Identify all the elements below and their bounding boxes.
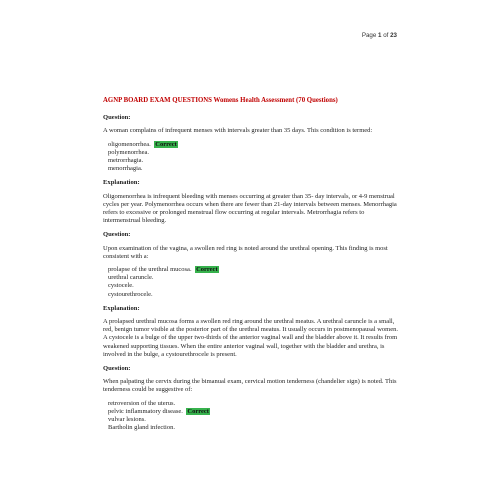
question-text: A woman complains of infrequent menses with intervals greater than 35 days. This condition is termed: [103, 127, 373, 135]
answer-option [108, 266, 403, 274]
answer-option: retroversion of the uterus. [108, 399, 176, 407]
answer-option: polymenorrhea. [108, 148, 149, 156]
question-block-3 [103, 365, 403, 432]
question-block-2 [103, 231, 403, 359]
document-title: AGNP BOARD EXAM QUESTIONS Womens Health Assessment (70 Questions) [103, 97, 338, 104]
question-block-1 [103, 114, 403, 225]
answer-option: cystourethrocele. [108, 290, 153, 298]
page-total: 23 [390, 32, 397, 39]
explanation-text: Oligomenorrhea is infrequent bleeding with menses occurring at greater than 35- day intervals, or 4-9 menstrual cycles per year. Polymenorrhea occurs when there are fewer than 21-day intervals between menses. Menorrhagia refers to excessive or prolonged menstrual flow occurring at regular intervals. Metrorrhagia refers to intermenstrual bleeding. [103, 192, 397, 225]
page-number [362, 32, 397, 39]
answer-option: vulvar lesions. [108, 416, 146, 424]
question-label: Question: [103, 365, 131, 373]
page-prefix: Page [361, 32, 377, 39]
answer-option: urethral caruncle. [108, 274, 154, 282]
explanation-label: Explanation: [103, 179, 140, 187]
option-text: oligomenorrhea. [108, 140, 151, 148]
correct-badge: Correct [196, 266, 218, 274]
answer-options [108, 266, 403, 299]
explanation-label: Explanation: [103, 304, 140, 312]
explanation-text: A prolapsed urethral mucosa forms a swollen red ring around the urethral meatus. A urethral caruncle is a small, red, benign tumor visible at the posterior part of the urethral meatus. It usually occurs in postmenopausal women. A cystocele is a bulge of the upper two-thirds of the anterior vaginal wall and the bladder above it. It results from weakened supporting tissues. When the entire anterior vaginal wall, together with the bladder and urethra, is involved in the bulge, a cystourethrocele is present. [103, 318, 398, 358]
document-body [103, 97, 403, 439]
correct-badge: Correct [187, 407, 209, 415]
question-label: Question: [103, 231, 131, 239]
page-current: 1 [378, 32, 382, 39]
answer-option: menorrhagia. [108, 165, 143, 173]
answer-option [108, 141, 403, 149]
answer-options [108, 400, 403, 433]
answer-option [108, 408, 403, 416]
question-label: Question: [103, 114, 131, 122]
answer-option: Bartholin gland infection. [108, 424, 175, 432]
option-text: pelvic inflammatory disease. [108, 407, 183, 415]
correct-badge: Correct [155, 140, 177, 148]
question-text: When palpating the cervix during the bimanual exam, cervical motion tenderness (chandelier sign) is noted. This tenderness could be suggestive of: [103, 378, 397, 394]
answer-options [108, 141, 403, 174]
answer-option: metrorrhagia. [108, 157, 144, 165]
option-text: prolapse of the urethral mucosa. [108, 266, 192, 274]
answer-option: cystocele. [108, 282, 134, 290]
question-text: Upon examination of the vagina, a swollen red ring is noted around the urethral opening. This finding is most consistent with a: [103, 244, 388, 260]
page-separator: of [383, 32, 389, 39]
